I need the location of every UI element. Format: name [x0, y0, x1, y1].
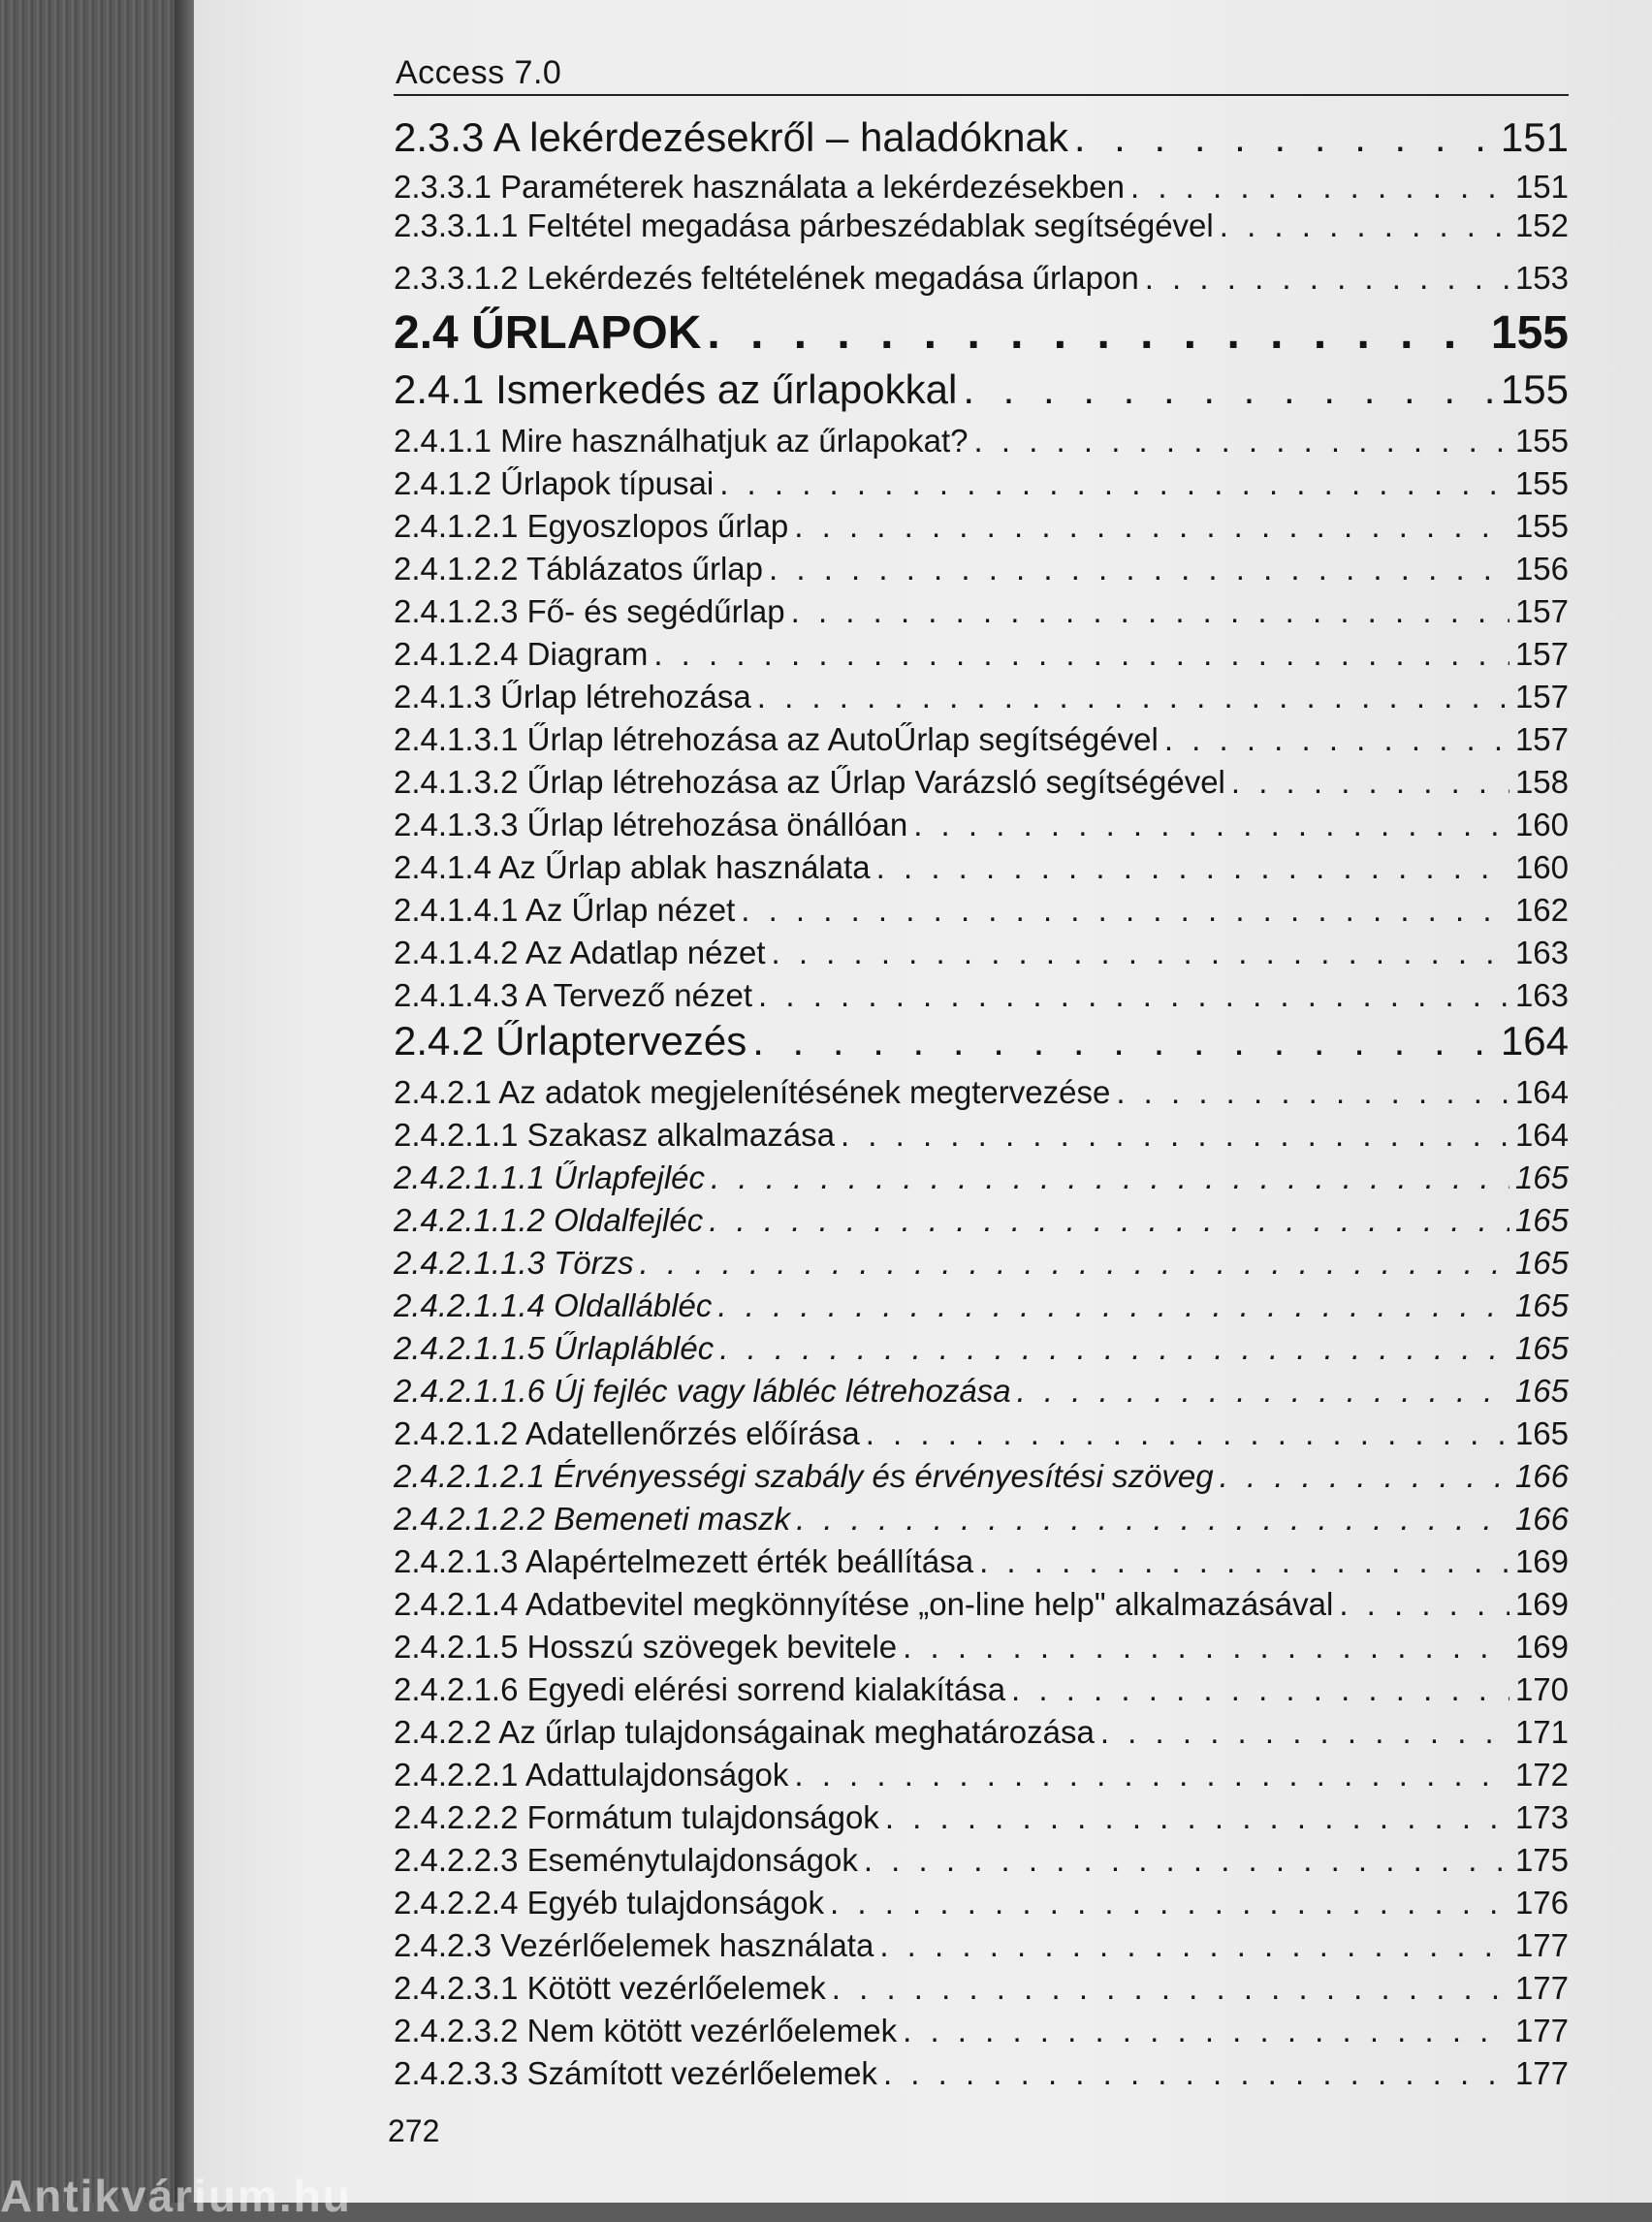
toc-entry-text: Űrlap létrehozása önállóan — [526, 807, 908, 842]
dot-leader — [1074, 114, 1495, 161]
toc-entry — [394, 260, 1569, 297]
toc-entry-text: Feltétel megadása párbeszédablak segítségével — [526, 207, 1214, 243]
toc-entry-number: 2.4.2.2 — [394, 1714, 492, 1750]
toc-entry — [394, 977, 1569, 1014]
toc-entry — [394, 1458, 1569, 1495]
toc-entry-number: 2.4.2.2.2 — [394, 1799, 519, 1835]
toc-entry-page: 177 — [1514, 2055, 1569, 2091]
toc-entry-page: 169 — [1514, 1629, 1569, 1665]
toc-entry-number: 2.4 — [394, 307, 459, 359]
toc-entry — [394, 169, 1569, 206]
toc-entry-number: 2.4.1.2.2 — [394, 551, 519, 587]
toc-entry-number: 2.4.1.2.3 — [394, 593, 519, 629]
toc-entry-text: Űrlap létrehozása — [500, 679, 751, 714]
toc-entry-number: 2.4.2.1.5 — [394, 1629, 519, 1665]
toc-entry — [394, 114, 1569, 161]
toc-entry-title — [394, 114, 1068, 161]
toc-entry-page: 160 — [1514, 807, 1569, 842]
toc-entry — [394, 1202, 1569, 1239]
toc-entry — [394, 1330, 1569, 1367]
dot-leader — [1339, 1586, 1509, 1623]
toc-entry-number: 2.4.2.3 — [394, 1927, 492, 1963]
toc-entry — [394, 679, 1569, 715]
toc-entry-page: 166 — [1514, 1458, 1569, 1494]
dot-leader — [1231, 764, 1509, 801]
toc-entry-text: Bemeneti maszk — [554, 1501, 791, 1537]
toc-entry-page: 169 — [1514, 1543, 1569, 1579]
toc-entry-text: Oldallábléc — [554, 1287, 713, 1323]
toc-entry-title — [394, 1927, 874, 1964]
toc-entry — [394, 849, 1569, 886]
toc-entry-page: 162 — [1514, 892, 1569, 928]
toc-entry-number: 2.3.3.1 — [394, 169, 492, 205]
toc-entry-title — [394, 807, 907, 843]
toc-entry-text: Adattulajdonságok — [524, 1757, 789, 1793]
toc-entry-number: 2.4.2.1.2.2 — [394, 1501, 545, 1537]
dot-leader — [711, 1159, 1509, 1196]
dot-leader — [796, 1501, 1509, 1538]
toc-entry — [394, 636, 1569, 673]
toc-entry-page: 164 — [1514, 1117, 1569, 1153]
dot-leader — [1017, 1373, 1509, 1410]
toc-entry-page: 177 — [1514, 1927, 1569, 1963]
toc-entry-text: Szakasz alkalmazása — [526, 1117, 835, 1153]
toc-entry — [394, 1970, 1569, 2007]
toc-entry — [394, 1415, 1569, 1452]
toc-entry-title — [394, 260, 1139, 297]
dot-leader — [769, 551, 1509, 587]
toc-entry-title — [394, 1287, 712, 1324]
toc-entry-page: 165 — [1514, 1202, 1569, 1238]
toc-entry — [394, 593, 1569, 630]
toc-entry-text: A Tervező nézet — [524, 977, 753, 1013]
toc-entry-text: Vezérlőelemek használata — [500, 1927, 874, 1963]
toc-entry-text: Adatbevitel megkönnyítése „on-line help" alkalmazásával — [524, 1586, 1334, 1622]
toc-entry-title — [394, 1501, 790, 1538]
toc-entry — [394, 807, 1569, 843]
toc-entry-text: Mire használhatjuk az űrlapokat? — [500, 423, 969, 459]
dot-leader — [1145, 260, 1509, 297]
dot-leader — [1220, 1458, 1509, 1495]
toc-entry-text: Alapértelmezett érték beállítása — [524, 1543, 974, 1579]
dot-leader — [885, 1799, 1509, 1836]
toc-entry-page: 158 — [1514, 764, 1569, 800]
toc-entry-number: 2.4.2.2.3 — [394, 1842, 519, 1878]
toc-entry — [394, 1885, 1569, 1921]
toc-entry-text: Lekérdezés feltételének megadása űrlapon — [526, 260, 1139, 296]
toc-entry-title — [394, 169, 1125, 206]
toc-entry-title — [394, 1970, 826, 2007]
toc-entry-page: 155 — [1514, 423, 1569, 459]
toc-entry-title — [394, 593, 785, 630]
toc-entry-page: 177 — [1514, 2013, 1569, 2048]
toc-entry-text: Új fejléc vagy lábléc létrehozása — [554, 1373, 1011, 1409]
dot-leader — [883, 2055, 1509, 2092]
toc-entry-page: 175 — [1514, 1842, 1569, 1878]
toc-entry-title — [394, 892, 735, 929]
dot-leader — [913, 807, 1509, 843]
toc-entry-title — [394, 1202, 703, 1239]
toc-entry-number: 2.4.1.4.3 — [394, 977, 519, 1013]
toc-entry-page: 164 — [1500, 1018, 1569, 1063]
watermark: Antikvárium.hu — [0, 2171, 352, 2221]
toc-entry — [394, 1586, 1569, 1623]
toc-entry-number: 2.4.1.4.1 — [394, 892, 519, 928]
toc-entry-text: Az adatok megjelenítésének megtervezése — [498, 1074, 1111, 1110]
dot-leader — [864, 1842, 1509, 1879]
toc-entry-title — [394, 1799, 879, 1836]
toc-entry-number: 2.4.2.1.1.6 — [394, 1373, 545, 1409]
toc-entry-number: 2.4.1.3.1 — [394, 721, 519, 757]
toc-entry-number: 2.3.3 — [394, 114, 485, 160]
toc-entry-page: 165 — [1514, 1415, 1569, 1451]
toc-entry-title — [394, 1159, 705, 1196]
toc-entry-text: Egyoszlopos űrlap — [526, 508, 789, 544]
dot-leader — [1130, 169, 1509, 206]
dot-leader — [653, 636, 1509, 673]
toc-entry — [394, 1287, 1569, 1324]
toc-entry-number: 2.4.2.1.1.5 — [394, 1330, 545, 1366]
toc-entry-number: 2.4.2.1.6 — [394, 1671, 519, 1707]
toc-entry-page: 177 — [1514, 1970, 1569, 2006]
toc-entry-title — [394, 306, 701, 360]
toc-entry-title — [394, 636, 648, 673]
toc-entry-title — [394, 1586, 1333, 1623]
toc-entry-number: 2.4.2.3.2 — [394, 2013, 519, 2048]
toc-entry-number: 2.4.1.3.2 — [394, 764, 519, 800]
dot-leader — [1220, 207, 1509, 244]
toc-entry-title — [394, 977, 752, 1014]
dot-leader — [1011, 1671, 1509, 1708]
toc-entry-text: Űrlap létrehozása az Űrlap Varázsló segítségével — [526, 764, 1225, 800]
toc-entry-page: 155 — [1514, 465, 1569, 501]
toc-entry-page: 155 — [1500, 366, 1569, 412]
toc-entry-text: Hosszú szövegek bevitele — [526, 1629, 898, 1665]
dot-leader — [832, 1970, 1509, 2007]
toc-entry-title — [394, 1245, 634, 1282]
toc-entry-number: 2.4.2.1 — [394, 1074, 492, 1110]
toc-entry-title — [394, 849, 871, 886]
toc-entry-number: 2.4.2.1.2 — [394, 1415, 519, 1451]
toc-entry-number: 2.4.2.1.1.4 — [394, 1287, 545, 1323]
toc-entry-number: 2.4.1.1 — [394, 423, 492, 459]
running-title: Access 7.0 — [396, 54, 562, 91]
dot-leader — [741, 892, 1509, 929]
toc-entry-number: 2.3.3.1.2 — [394, 260, 519, 296]
toc-entry — [394, 551, 1569, 587]
dot-leader — [757, 679, 1509, 715]
toc-entry-page: 165 — [1514, 1245, 1569, 1281]
toc-entry-title — [394, 721, 1159, 758]
toc-entry-number: 2.4.2.2.1 — [394, 1757, 519, 1793]
toc-entry-text: Az Adatlap nézet — [524, 935, 766, 970]
toc-entry-title — [394, 207, 1214, 244]
toc-entry — [394, 1671, 1569, 1708]
toc-entry-page: 169 — [1514, 1586, 1569, 1622]
dot-leader — [1116, 1074, 1509, 1111]
toc-entry-page: 160 — [1514, 849, 1569, 885]
toc-entry-page: 165 — [1514, 1330, 1569, 1366]
toc-entry-title — [394, 1842, 858, 1879]
dot-leader — [791, 593, 1509, 630]
dot-leader — [758, 977, 1509, 1014]
toc-entry — [394, 1117, 1569, 1154]
toc-entry-title — [394, 1018, 747, 1064]
toc-entry — [394, 508, 1569, 545]
toc-entry — [394, 306, 1569, 360]
toc-entry-title — [394, 1330, 714, 1367]
toc-entry-title — [394, 1117, 835, 1154]
toc-entry-page: 157 — [1514, 679, 1569, 714]
toc-entry-title — [394, 1415, 860, 1452]
toc-entry-number: 2.4.1 — [394, 366, 485, 412]
toc-entry — [394, 1842, 1569, 1879]
toc-entry-text: Ismerkedés az űrlapokkal — [495, 366, 958, 412]
toc-entry-text: Fő- és segédűrlap — [526, 593, 785, 629]
toc-entry-text: Oldalfejléc — [554, 1202, 704, 1238]
dot-leader — [979, 1543, 1509, 1580]
toc-entry-text: Űrlaplábléc — [554, 1330, 715, 1366]
toc-entry-title — [394, 764, 1225, 801]
toc-entry-number: 2.4.2.1.1 — [394, 1117, 519, 1153]
toc-entry-text: Adatellenőrzés előírása — [524, 1415, 860, 1451]
toc-entry-title — [394, 1629, 897, 1666]
toc-entry-number: 2.4.2.3.1 — [394, 1970, 519, 2006]
toc-entry-title — [394, 551, 763, 587]
toc-entry — [394, 1373, 1569, 1410]
toc-entry-text: Az űrlap tulajdonságainak meghatározása — [498, 1714, 1095, 1750]
toc-entry-page: 176 — [1514, 1885, 1569, 1920]
toc-entry-title — [394, 935, 766, 971]
toc-entry-text: Táblázatos űrlap — [526, 551, 764, 587]
toc-entry-title — [394, 1714, 1095, 1751]
book-spine — [0, 0, 190, 2203]
dot-leader — [1164, 721, 1509, 758]
toc-entry — [394, 1159, 1569, 1196]
toc-entry-number: 2.4.2.1.1.3 — [394, 1245, 545, 1281]
toc-entry — [394, 721, 1569, 758]
toc-entry-title — [394, 1885, 824, 1921]
toc-entry-page: 163 — [1514, 977, 1569, 1013]
dot-leader — [707, 306, 1485, 360]
toc-entry-number: 2.4.1.2 — [394, 465, 492, 501]
toc-entry-page: 173 — [1514, 1799, 1569, 1835]
toc-entry-title — [394, 1671, 1005, 1708]
dot-leader — [879, 1927, 1509, 1964]
dot-leader — [903, 2013, 1509, 2049]
table-of-contents — [194, 0, 1652, 2203]
toc-entry — [394, 2055, 1569, 2092]
toc-entry-text: Paraméterek használata a lekérdezésekben — [500, 169, 1125, 205]
dot-leader — [903, 1629, 1509, 1666]
toc-entry-page: 157 — [1514, 721, 1569, 757]
toc-entry-number: 2.4.1.2.4 — [394, 636, 519, 672]
dot-leader — [876, 849, 1509, 886]
dot-leader — [709, 1202, 1509, 1239]
toc-entry — [394, 1714, 1569, 1751]
dot-leader — [1100, 1714, 1509, 1751]
toc-entry-number: 2.4.2.1.2.1 — [394, 1458, 545, 1494]
toc-entry-text: Formátum tulajdonságok — [526, 1799, 879, 1835]
toc-entry-text: Számított vezérlőelemek — [526, 2055, 877, 2091]
dot-leader — [841, 1117, 1509, 1154]
toc-entry-page: 156 — [1514, 551, 1569, 587]
toc-entry — [394, 1245, 1569, 1282]
dot-leader — [640, 1245, 1509, 1282]
toc-entry-text: Az Űrlap ablak használata — [498, 849, 871, 885]
toc-entry-number: 2.4.2.1.1.1 — [394, 1159, 545, 1195]
toc-entry — [394, 892, 1569, 929]
toc-entry — [394, 207, 1569, 244]
toc-entry-text: Kötött vezérlőelemek — [526, 1970, 826, 2006]
toc-entry-page: 152 — [1514, 207, 1569, 243]
toc-entry — [394, 1629, 1569, 1666]
toc-entry-text: ŰRLAPOK — [471, 307, 702, 359]
toc-entry-number: 2.4.1.3.3 — [394, 807, 519, 842]
toc-entry-title — [394, 2013, 897, 2049]
dot-leader — [717, 1287, 1509, 1324]
toc-entry-text: Az Űrlap nézet — [524, 892, 736, 928]
toc-entry-title — [394, 2055, 877, 2092]
toc-entry-number: 2.4.2.1.4 — [394, 1586, 519, 1622]
toc-entry-number: 2.4.1.3 — [394, 679, 492, 714]
toc-entry-page: 151 — [1514, 169, 1569, 205]
toc-entry — [394, 1799, 1569, 1836]
toc-entry-page: 151 — [1500, 114, 1569, 160]
dot-leader — [963, 366, 1495, 413]
toc-entry-text: Törzs — [554, 1245, 634, 1281]
toc-entry — [394, 1543, 1569, 1580]
toc-entry-number: 2.4.1.4 — [394, 849, 492, 885]
toc-entry-number: 2.4.1.2.1 — [394, 508, 519, 544]
dot-leader — [719, 465, 1509, 502]
toc-entry-title — [394, 423, 969, 460]
toc-entry — [394, 1927, 1569, 1964]
toc-entry — [394, 366, 1569, 413]
toc-entry-number: 2.4.1.4.2 — [394, 935, 519, 970]
toc-entry — [394, 1757, 1569, 1793]
toc-entry-page: 165 — [1514, 1287, 1569, 1323]
toc-entry-page: 166 — [1514, 1501, 1569, 1537]
dot-leader — [752, 1018, 1495, 1064]
toc-entry-text: Űrlapok típusai — [500, 465, 715, 501]
toc-entry-page: 165 — [1514, 1373, 1569, 1409]
toc-entry-page: 155 — [1490, 307, 1569, 359]
toc-entry-page: 155 — [1514, 508, 1569, 544]
toc-entry-number: 2.4.2.1.1.2 — [394, 1202, 545, 1238]
toc-entry-number: 2.4.2.2.4 — [394, 1885, 519, 1920]
toc-entry-title — [394, 1373, 1011, 1410]
dot-leader — [772, 935, 1509, 971]
toc-entry-page: 172 — [1514, 1757, 1569, 1793]
toc-entry-page: 157 — [1514, 593, 1569, 629]
dot-leader — [794, 508, 1509, 545]
toc-entry-page: 163 — [1514, 935, 1569, 970]
book-page — [194, 0, 1652, 2203]
toc-entry-text: Érvényességi szabály és érvényesítési szöveg — [554, 1458, 1214, 1494]
dot-leader — [830, 1885, 1509, 1921]
toc-entry-text: A lekérdezésekről – haladóknak — [492, 114, 1068, 160]
toc-entry-text: Eseménytulajdonságok — [526, 1842, 858, 1878]
toc-entry — [394, 2013, 1569, 2049]
toc-entry — [394, 423, 1569, 460]
toc-entry — [394, 1018, 1569, 1064]
toc-entry-title — [394, 1458, 1214, 1495]
toc-entry-number: 2.4.2 — [394, 1018, 485, 1063]
toc-entry-page: 157 — [1514, 636, 1569, 672]
dot-leader — [866, 1415, 1509, 1452]
toc-entry-text: Egyéb tulajdonságok — [526, 1885, 825, 1920]
toc-entry — [394, 764, 1569, 801]
toc-entry-text: Űrlap létrehozása az AutoŰrlap segítségével — [526, 721, 1159, 757]
toc-entry-number: 2.3.3.1.1 — [394, 207, 519, 243]
toc-entry-title — [394, 1543, 973, 1580]
toc-entry-title — [394, 679, 751, 715]
page-number: 272 — [388, 2113, 440, 2148]
toc-entry-title — [394, 1757, 788, 1793]
toc-entry-title — [394, 508, 788, 545]
dot-leader — [794, 1757, 1509, 1793]
toc-entry-text: Nem kötött vezérlőelemek — [526, 2013, 898, 2048]
toc-entry-text: Diagram — [526, 636, 649, 672]
toc-entry-page: 153 — [1514, 260, 1569, 296]
toc-entry-text: Űrlaptervezés — [495, 1018, 747, 1063]
toc-entry-title — [394, 366, 957, 413]
dot-leader — [719, 1330, 1509, 1367]
toc-entry-title — [394, 1074, 1110, 1111]
toc-entry — [394, 465, 1569, 502]
toc-entry-text: Űrlapfejléc — [554, 1159, 706, 1195]
toc-entry-page: 171 — [1514, 1714, 1569, 1750]
toc-entry — [394, 1074, 1569, 1111]
toc-entry-title — [394, 465, 714, 502]
toc-entry-page: 164 — [1514, 1074, 1569, 1110]
toc-entry-text: Egyedi elérési sorrend kialakítása — [526, 1671, 1006, 1707]
toc-entry-number: 2.4.2.3.3 — [394, 2055, 519, 2091]
toc-entry-number: 2.4.2.1.3 — [394, 1543, 519, 1579]
toc-entry — [394, 1501, 1569, 1538]
toc-entry-page: 165 — [1514, 1159, 1569, 1195]
toc-entry — [394, 935, 1569, 971]
toc-entry-page: 170 — [1514, 1671, 1569, 1707]
dot-leader — [974, 423, 1509, 460]
